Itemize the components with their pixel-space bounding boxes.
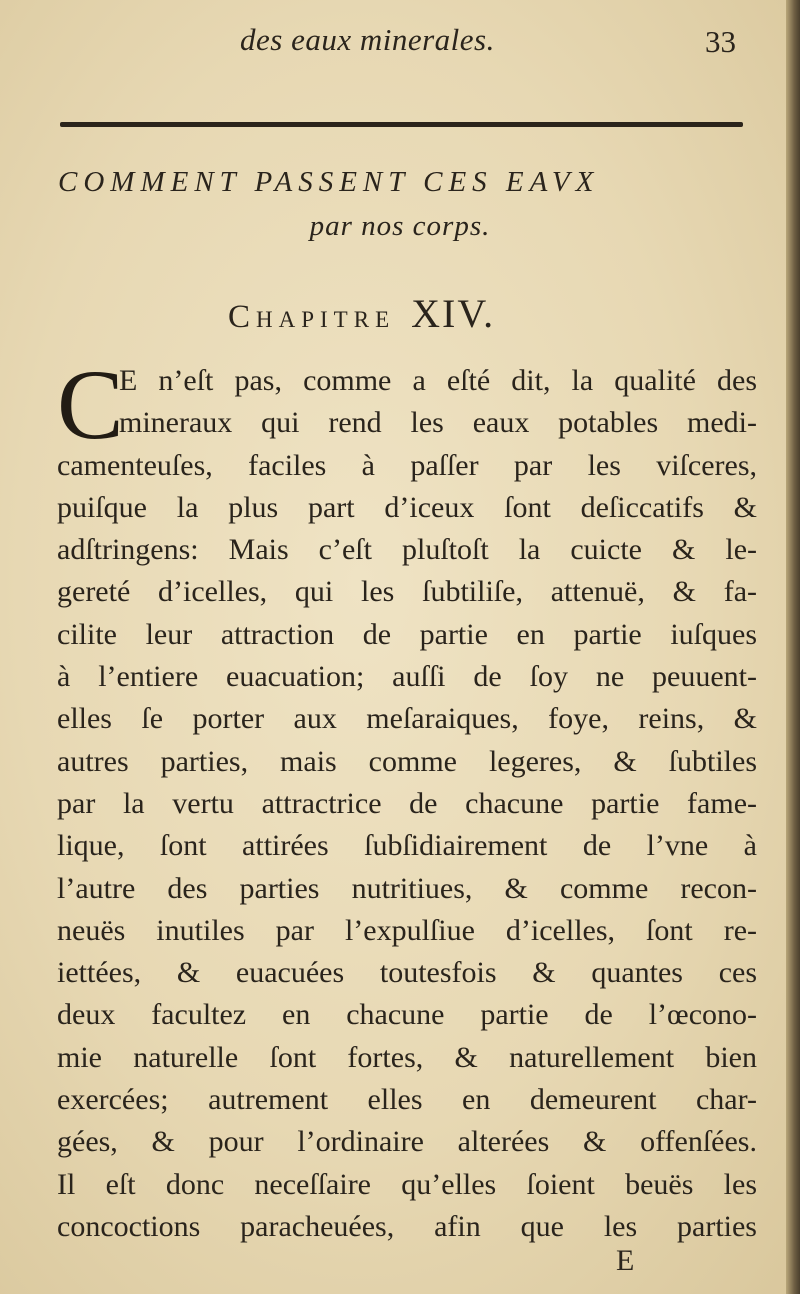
chapter-subheading: par nos corps. (309, 210, 491, 242)
chapter-number: XIV. (411, 291, 496, 336)
text-line: cilite leur attraction de partie en partie iuſques (57, 617, 757, 651)
text-line: gereté d’icelles, qui les ſubtiliſe, attenuë, & fa- (57, 575, 757, 609)
text-line: deux facultez en chacune partie de l’œcono- (57, 998, 757, 1032)
chapter-heading: COMMENT PASSENT CES EAVX (58, 166, 600, 198)
chapter-word: Chapitre (228, 299, 396, 335)
text-line: Il eſt donc neceſſaire qu’elles ſoient beuës les (57, 1167, 757, 1201)
text-line: lique, ſont attirées ſubſidiairement de l’vne à (57, 829, 757, 863)
text-line: mie naturelle ſont fortes, & naturellement bien (57, 1040, 757, 1074)
running-title: des eaux minerales. (240, 22, 495, 57)
text-line: autres parties, mais comme legeres, & ſubtiles (57, 744, 757, 778)
text-line: à l’entiere euacuation; auſſi de ſoy ne peuuent- (57, 660, 757, 694)
page-number: 33 (705, 24, 736, 59)
text-line: concoctions paracheuées, afin que les parties (57, 1209, 757, 1243)
body-text (57, 349, 757, 1248)
text-line: camenteuſes, faciles à paſſer par les viſceres, (57, 448, 757, 482)
text-line: iettées, & euacuées toutesfois & quantes ces (57, 956, 757, 990)
text-line: l’autre des parties nutritiues, & comme recon- (57, 871, 757, 905)
running-head (0, 22, 800, 62)
text-line: gées, & pour l’ordinaire alterées & offenſées. (57, 1125, 757, 1159)
text-line: E n’eſt pas, comme a eſté dit, la qualité des (119, 364, 757, 397)
text-line: adſtringens: Mais c’eſt pluſtoſt la cuicte & le- (57, 533, 757, 567)
header-rule (60, 122, 743, 127)
text-line: neuës inutiles par l’expulſiue d’icelles, ſont re- (57, 913, 757, 947)
text-line: puiſque la plus part d’iceux ſont deſiccatifs & (57, 490, 757, 524)
chapter-label (228, 290, 495, 337)
text-line: par la vertu attractrice de chacune partie fame- (57, 786, 757, 820)
page-edge-shadow (786, 0, 800, 1294)
catchword: E (616, 1244, 635, 1277)
text-line: exercées; autrement elles en demeurent char- (57, 1083, 757, 1117)
text-line: mineraux qui rend les eaux potables medi- (119, 406, 757, 440)
text-line: elles ſe porter aux meſaraiques, foye, reins, & (57, 702, 757, 736)
drop-capital: C (57, 349, 124, 460)
